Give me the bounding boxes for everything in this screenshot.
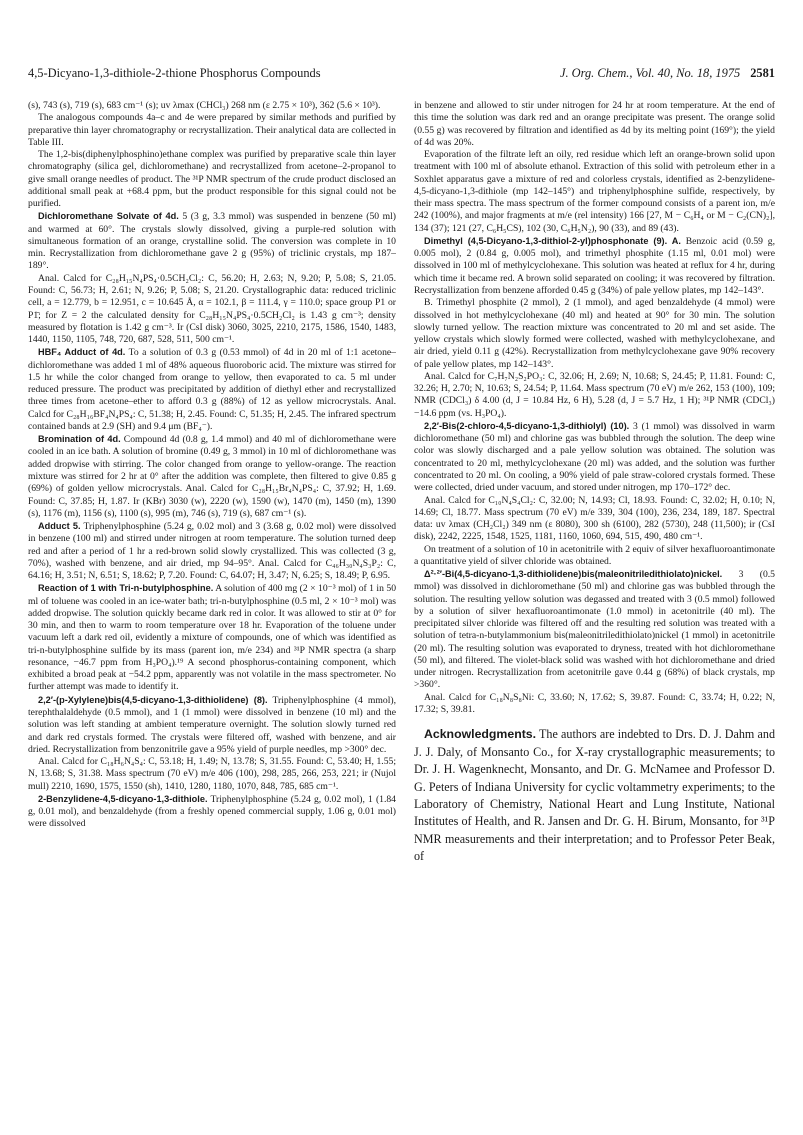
header-journal bbox=[560, 66, 775, 81]
paragraph-text: To a solution of 0.3 g (0.53 mmol) of 4d in 20 ml of 1:1 acetone–dichloromethane was added 1 ml of 48% aqueous fluoroboric acid. The mixture was stirred for 1.5 hr while the color changed from orange to yellow, then evaporated to ca. 5 ml under reduced pressure. The product was precipitated by addition of diethyl ether and recrystallized three times from acetone–ether to afford 0.3 g (88%) of 12 as yellow microcrystals. Anal. Calcd for C₂₈H₁₆BF₄N₄PS₄: C, 51.38; H, 2.45. Found: C, 51.35; H, 2.45. The infrared spectrum contained bands at 2.9 (SH) and 9.4 μm (BF₄⁻). bbox=[28, 347, 396, 432]
paragraph-text: in benzene and allowed to stir under nitrogen for 24 hr at room temperature. At the end of this time the solution was dark red and an orange precipitate was present. The orange solid (0.55 g) was recovered by filtration and identified as 4d by its melting point (169°); the yield of 4d was 20%. bbox=[414, 100, 775, 148]
paragraph bbox=[28, 694, 396, 756]
paragraph-text: Anal. Calcd for C₁₀N₄S₄Cl₂: C, 32.00; N, 14.93; Cl, 18.93. Found: C, 32.02; H, 0.10; N, 14.69; Cl, 18.77. Mass spectrum (70 eV) m/e 339, 304 (100), 236, 234, 189, 187. Spectral data: uv λmax (CH₂Cl₂) 349 nm (ε 8080), 300 sh (6100), 282 (5730), 248 (11,500); ir (CsI disk), 2242, 2225, 1548, 1525, 1181, 1160, 1060, 694, 515, 490, 480 cm⁻¹. bbox=[414, 494, 775, 543]
paragraph-text: Evaporation of the filtrate left an oily, red residue which left an orange-brown solid upon treatment with 100 ml of absolute ethanol. Extraction of this solid with petroleum ether in a Soxhlet apparatus gave a mixture of red and colorless crystals, identified as 2-benzylidene-4,5-dicyano-1,3-dithiole (mp 142–145°) and triphenylphosphine sulfide, respectively, by their mass spectra. The mass spectrum of the former compound consists of a parent ion, m/e 242 (100%), and major fragments at m/e (rel intensity) 166 [27, M − C₆H₄ or M − C₂(CN)₂], 134 (37); 121 (27, C₆H₅CS), 102 (30, C₆H₅N₂), 90 (33), and 89 (43). bbox=[414, 149, 775, 234]
paragraph bbox=[28, 756, 396, 793]
paragraph-heading: 2,2′-Bis(2-chloro-4,5-dicyano-1,3-dithiolyl) (10). bbox=[424, 420, 630, 431]
paragraph bbox=[28, 520, 396, 582]
paragraph-heading: Δ²·²′-Bi(4,5-dicyano-1,3-dithiolidene)bis(maleonitriledithiolato)nickel. bbox=[424, 569, 723, 580]
paragraph bbox=[414, 371, 775, 420]
paragraph bbox=[28, 100, 396, 112]
header-title: 4,5-Dicyano-1,3-dithiole-2-thione Phosphorus Compounds bbox=[28, 66, 321, 80]
page-number: 2581 bbox=[750, 66, 775, 80]
paragraph-text: On treatment of a solution of 10 in acetonitrile with 2 equiv of silver hexafluoroantimonate a quantitative yield of silver chloride was obtained. bbox=[414, 543, 775, 567]
paragraph-text: Triphenylphosphine (5.24 g, 0.02 mol) and 3 (3.68 g, 0.02 mol) were dissolved in benzene (100 ml) and stirred under nitrogen at room temperature. The solution turned deep red and after a period of 1 hr a red-brown solid slowly crystallized. This was collected (3 g, 70%), washed with benzene, and air dried, mp 94–95°. Anal. Calcd for C₄₆H₃₀N₄S₃P₂: C, 64.16; H, 3.51; N, 6.51; S, 18.62; P, 7.20. Found: C, 64.07; H, 3.47; N, 6.25; S, 18.49; P, 6.95. bbox=[28, 521, 397, 582]
paragraph bbox=[414, 235, 775, 297]
paragraph-text: 5 (3 g, 3.3 mmol) was suspended in benzene (50 ml) and warmed at 60°. The crystals slowly dissolved, giving a purple-red solution with simultaneous formation of an orange, crystalline solid. The conversion was complete in 10 min. Recrystallization from dichloromethane gave 2 g (95%) of triclinic crystals, mp 187–189°. bbox=[28, 211, 396, 272]
paragraph-heading: 2-Benzylidene-4,5-dicyano-1,3-dithiole. bbox=[38, 793, 208, 804]
paragraph-heading: Reaction of 1 with Tri-n-butylphosphine. bbox=[38, 583, 214, 594]
paragraph-heading: Dichloromethane Solvate of 4d. bbox=[38, 211, 179, 222]
paragraph-heading: Adduct 5. bbox=[38, 521, 81, 532]
paragraph-text: 3 (1 mmol) was dissolved in warm dichloromethane (50 ml) and chlorine gas was bubbled through the solution. The deep wine color was slowly discharged and a pale yellow solution was obtained. The solution was concentrated to 20 ml, methylcyclohexane (20 ml) was added, and the solution was further concentrated to 20 ml. On cooling, a 90% yield of pale straw-colored crystals formed. These were collected, dried under vacuum, and stored under nitrogen, mp 170–172° dec. bbox=[414, 420, 776, 494]
running-header bbox=[28, 66, 775, 84]
paragraph bbox=[28, 793, 396, 831]
paragraph-text: Anal. Calcd for C₁₈N₈S₈Ni: C, 33.60; N, 17.62; S, 39.87. Found: C, 33.74; H, 0.22; N, 17.32; S, 39.81. bbox=[414, 691, 775, 716]
paragraph-text: Anal. Calcd for C₁₈H₆N₄S₄: C, 53.18; H, 1.49; N, 13.78; S, 31.55. Found: C, 53.40; H, 1.55; N, 13.68; S, 31.38. Mass spectrum (70 eV) m/e 406 (100), 298, 285, 266, 253, 221; ir (Nujol mull) 2210, 1690, 1575, 1550 (sh), 1410, 1280, 1180, 1070, 848, 785, 685 cm⁻¹. bbox=[28, 756, 396, 792]
paragraph bbox=[414, 297, 775, 371]
paragraph-text: Benzoic acid (0.59 g, 0.005 mol), 2 (0.84 g, 0.005 mol), and trimethyl phosphite (1.15 ml, 0.01 mol) were dissolved in 100 ml of methylcyclohexane. This solution was heated at reflux for 4 hr, during which time it became red. A brown solid separated on cooling; it was recovered by filtration. Recrystallization from benzene afforded 0.45 g (34%) of pale yellow plates, mp 142–143°. bbox=[414, 235, 775, 296]
paragraph-text: The 1,2-bis(diphenylphosphino)ethane complex was purified by preparative scale thin layer chromatography (silica gel, dichloromethane) and recrystallized from acetone–2-propanol to give small orange needles of product. The ³¹P NMR spectrum of the crude product disclosed an additional small peak at +68.4 ppm, but the product responsible for this signal could not be purified. bbox=[28, 149, 396, 210]
paragraph bbox=[28, 433, 396, 520]
acknowledgments bbox=[414, 726, 775, 865]
paragraph-text: The analogous compounds 4a–c and 4e were prepared by similar methods and purified by preparative thin layer chromatography or recrystallization. Their analytical data are collected in Table III. bbox=[28, 112, 396, 148]
right-column bbox=[414, 100, 775, 866]
paragraph bbox=[28, 346, 396, 433]
paragraph bbox=[28, 112, 396, 149]
paragraph bbox=[414, 420, 775, 495]
paragraph bbox=[28, 273, 396, 347]
paragraph-text: (s), 743 (s), 719 (s), 683 cm⁻¹ (s); uv λmax (CHCl₃) 268 nm (ε 2.75 × 10³), 362 (5.6 × 10³). bbox=[28, 100, 381, 111]
paragraph bbox=[414, 568, 775, 692]
paragraph-text: A solution of 400 mg (2 × 10⁻³ mol) of 1 in 50 ml of toluene was cooled in an ice-water bath; tri-n-butylphosphine (0.5 ml, 2 × 10⁻³ mol) was added dropwise. The solution quickly became dark red in color. It was allowed to stir at 0° for 30 min, and then to warm to room temperature over 18 hr. Evaporation of the toluene under vacuum left a dark red oil, evidently a mixture of compounds, one of which was identified as tri-n-butylphosphine sulfide by its mass (parent ion, m/e 234) and ³¹P NMR spectra (a sharp resonance, −46.7 ppm from H₃PO₄).¹⁹ A second phosphorus-containing component, which exhibited a broad peak at −54.2 ppm, apparently was not volatile in the mass spectrometer. No further attempt was made to identify it. bbox=[28, 583, 397, 693]
paragraph-text: Compound 4d (0.8 g, 1.4 mmol) and 40 ml of dichloromethane were cooled in an ice bath. A solution of bromine (0.49 g, 3 mmol) in 10 ml of dichloromethane was added dropwise with stirring. The color changed from orange to yellow-orange. The reaction mixture was stirred for 2 hr at 0° after the addition was complete, then filtered to give 0.85 g (69%) of golden yellow microcrystals. Anal. Calcd for C₂₈H₁₅Br₄N₄PS₄: C, 37.92; H, 1.69. Found: C, 37.85; H, 1.87. Ir (KBr) 3030 (w), 2220 (w), 1590 (w), 1470 (m), 1450 (m), 1390 (s), 1176 (m), 1156 (s), 1100 (s), 995 (m), 746 (s), 719 (s), 687 cm⁻¹ (s). bbox=[28, 434, 397, 519]
acknowledgments-heading: Acknowledgments. bbox=[424, 727, 537, 742]
paragraph-text: Triphenylphosphine (5.24 g, 0.02 mol), 1 (1.84 g, 0.01 mol), and benzaldehyde (from a freshly opened commercial supply, 1.06 g, 0.01 mol) were dissolved bbox=[28, 793, 396, 830]
paragraph bbox=[414, 544, 775, 569]
paragraph bbox=[28, 149, 396, 210]
paragraph-text: Triphenylphosphine (4 mmol), terephthalaldehyde (0.5 mmol), and 1 (1 mmol) were dissolved in benzene (10 ml) and the solution was left standing at ambient temperature overnight. The solution slowly turned red and dark red crystals formed. The crystals were filtered off, washed with benzene, and air dried. Recrystallization from benzonitrile gave a 95% yield of purple needles, mp >300° dec. bbox=[28, 694, 397, 755]
journal-citation: J. Org. Chem., Vol. 40, No. 18, 1975 bbox=[559, 66, 741, 80]
paragraph-heading: Bromination of 4d. bbox=[38, 434, 121, 445]
paragraph-heading: HBF₄ Adduct of 4d. bbox=[38, 347, 126, 358]
paragraph bbox=[28, 210, 396, 272]
paragraph bbox=[414, 495, 775, 544]
paragraph bbox=[414, 100, 775, 149]
paragraph-text: B. Trimethyl phosphite (2 mmol), 2 (1 mmol), and aged benzaldehyde (4 mmol) were dissolved in hot methylcyclohexane (40 ml) and heated at 90° for 30 min. The solution slowly turned yellow. The reaction mixture was concentrated to 20 ml and set aside. The yellow crystals which slowly formed were collected, washed with methylcyclohexane, and air dried, yield 0.11 g (42%). Recrystallization from methylcyclohexane gave 90% recovery of pale yellow plates, mp 142–143°. bbox=[414, 297, 775, 370]
left-column bbox=[28, 100, 396, 831]
acknowledgments-text: The authors are indebted to Drs. D. J. Dahm and J. J. Daly, of Monsanto Co., for X-ray crystallographic measurements; to Dr. J. H. Wagenknecht, Monsanto, and Dr. G. McNamee and Professor D. G. Peters of Indiana University for cyclic voltammetry experiments; to the Laboratory of Chemistry, National Heart and Lung Institute, National Institutes of Health, and R. Jansen and Dr. G. H. Birum, Monsanto, for ³¹P NMR measurements and their interpretation; and to Professor Peter Beak, of bbox=[414, 727, 775, 864]
paragraph bbox=[414, 692, 775, 717]
paragraph-heading: 2,2′-(p-Xylylene)bis(4,5-dicyano-1,3-dithiolidene) (8). bbox=[38, 694, 268, 705]
paragraph-text: 3 (0.5 mmol) was dissolved in dichloromethane (50 ml) and chlorine gas was bubbled through the solution. The resulting yellow solution was degassed and treated with 3 (0.5 mmol) followed by a solution of silver hexafluoroantimonate (1.0 mmol) in acetonitrile (40 ml). The precipitated silver chloride was filtered off and the resulting red solution was treated with a solution of tetra-n-butylammonium bis(maleonitriledithiolato)nickel (1 mmol) in acetonitrile (20 ml). The resulting solution was evaporated to dryness, treated with hot dichloromethane (50 ml), and filtered. The violet-black solid was washed with hot dichloromethane and dried under nitrogen. Recrystallization from acetonitrile gave 0.44 g (68%) of black crystals, mp >360°. bbox=[414, 569, 775, 691]
paragraph bbox=[414, 149, 775, 235]
paragraph-text: Anal. Calcd for C₇H₇N₂S₂PO₃: C, 32.06; H, 2.69; N, 10.68; S, 24.45; P, 11.81. Found: C, 32.26; H, 2.70; N, 10.63; S, 24.54; P, 11.64. Mass spectrum (70 eV) m/e 262, 153 (100), 109; NMR (CDCl₃) δ 4.00 (d, J = 10.84 Hz, 6 H), 5.28 (d, J = 5.7 Hz, 1 H); ³¹P NMR (CDCl₃) −14.6 ppm (vs. H₃PO₄). bbox=[414, 370, 775, 419]
paragraph bbox=[28, 582, 396, 693]
paragraph-heading: Dimethyl (4,5-Dicyano-1,3-dithiol-2-yl)phosphonate (9). A. bbox=[424, 235, 681, 246]
paragraph-text: Anal. Calcd for C₂₈H₁₅N₄PS₄·0.5CH₂Cl₂: C, 56.20; H, 2.63; N, 9.20; P, 5.08; S, 21.05. Found: C, 56.73; H, 2.61; N, 9.26; P, 5.08; S, 21.20. Crystallographic data: reduced triclinic cell, a = 12.779, b = 12.951, c = 10.645 Å, α = 102.1, β = 111.4, γ = 110.0; space group P1 or P1̄; for Z = 2 the calculated density for C₂₈H₁₅N₄PS₄·0.5CH₂Cl₂ is 1.43 g cm⁻³; density measured by flotation is 1.42 g cm⁻³. Ir (CsI disk) 3060, 3025, 2210, 2175, 1586, 1540, 1483, 1440, 1150, 1105, 748, 720, 687, 528, 511, 500 cm⁻¹. bbox=[28, 272, 396, 346]
